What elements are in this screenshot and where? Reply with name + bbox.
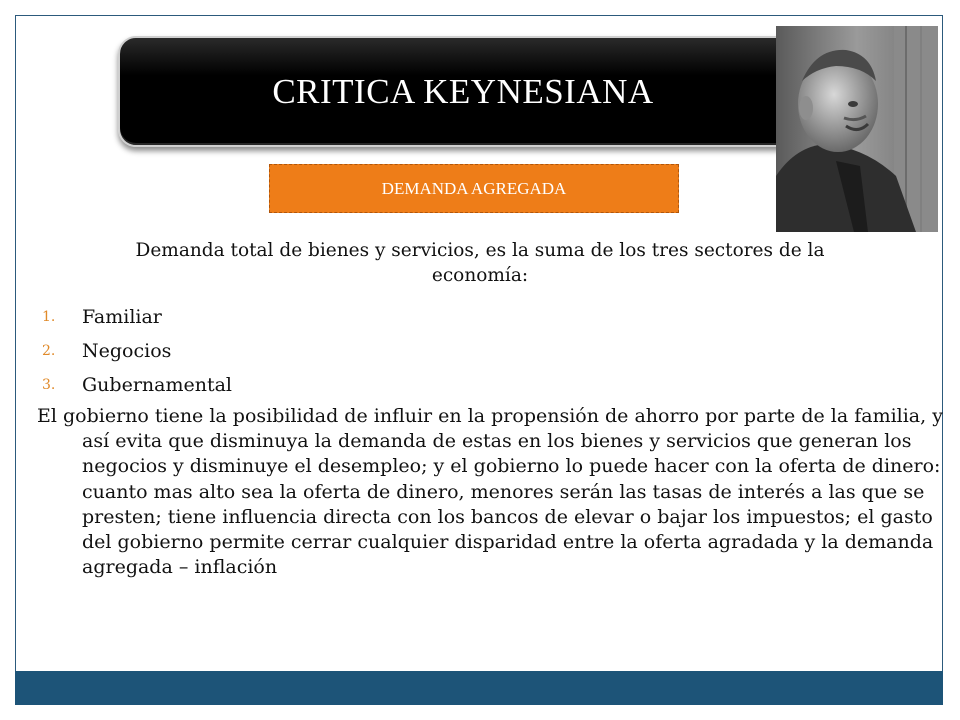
slide-title: CRITICA KEYNESIANA	[272, 71, 654, 111]
list-item	[42, 368, 232, 402]
list-item-text: Negocios	[82, 340, 172, 362]
list-item-text: Gubernamental	[82, 374, 233, 396]
portrait-image	[776, 26, 938, 232]
footer-bar	[15, 671, 943, 705]
list-number: 3.	[42, 377, 56, 393]
title-banner	[118, 36, 808, 147]
list-item-text: Familiar	[82, 306, 162, 328]
list-number: 2.	[42, 343, 56, 359]
body-paragraph: El gobierno tiene la posibilidad de influir en la propensión de ahorro por parte de la familia, y así evita que disminuya la demanda de estas en los bienes y servicios que generan los negocios y disminuye el desempleo; y el gobierno lo puede hacer con la oferta de dinero: cuanto mas alto sea la oferta de dinero, menores serán las tasas de interés a las que se presten; tiene influencia directa con los bancos de elevar o bajar los impuestos; el gasto del gobierno permite cerrar cualquier disparidad entre la oferta agradada y la demanda agregada – inflación	[37, 405, 943, 579]
list-item	[42, 334, 232, 368]
section-label: DEMANDA AGREGADA	[269, 164, 679, 213]
list-number: 1.	[42, 309, 56, 325]
list-item	[42, 300, 232, 334]
lead-text: Demanda total de bienes y servicios, es la suma de los tres sectores de la economía:	[135, 240, 825, 286]
portrait-photo	[776, 26, 938, 232]
sector-list	[42, 300, 232, 402]
